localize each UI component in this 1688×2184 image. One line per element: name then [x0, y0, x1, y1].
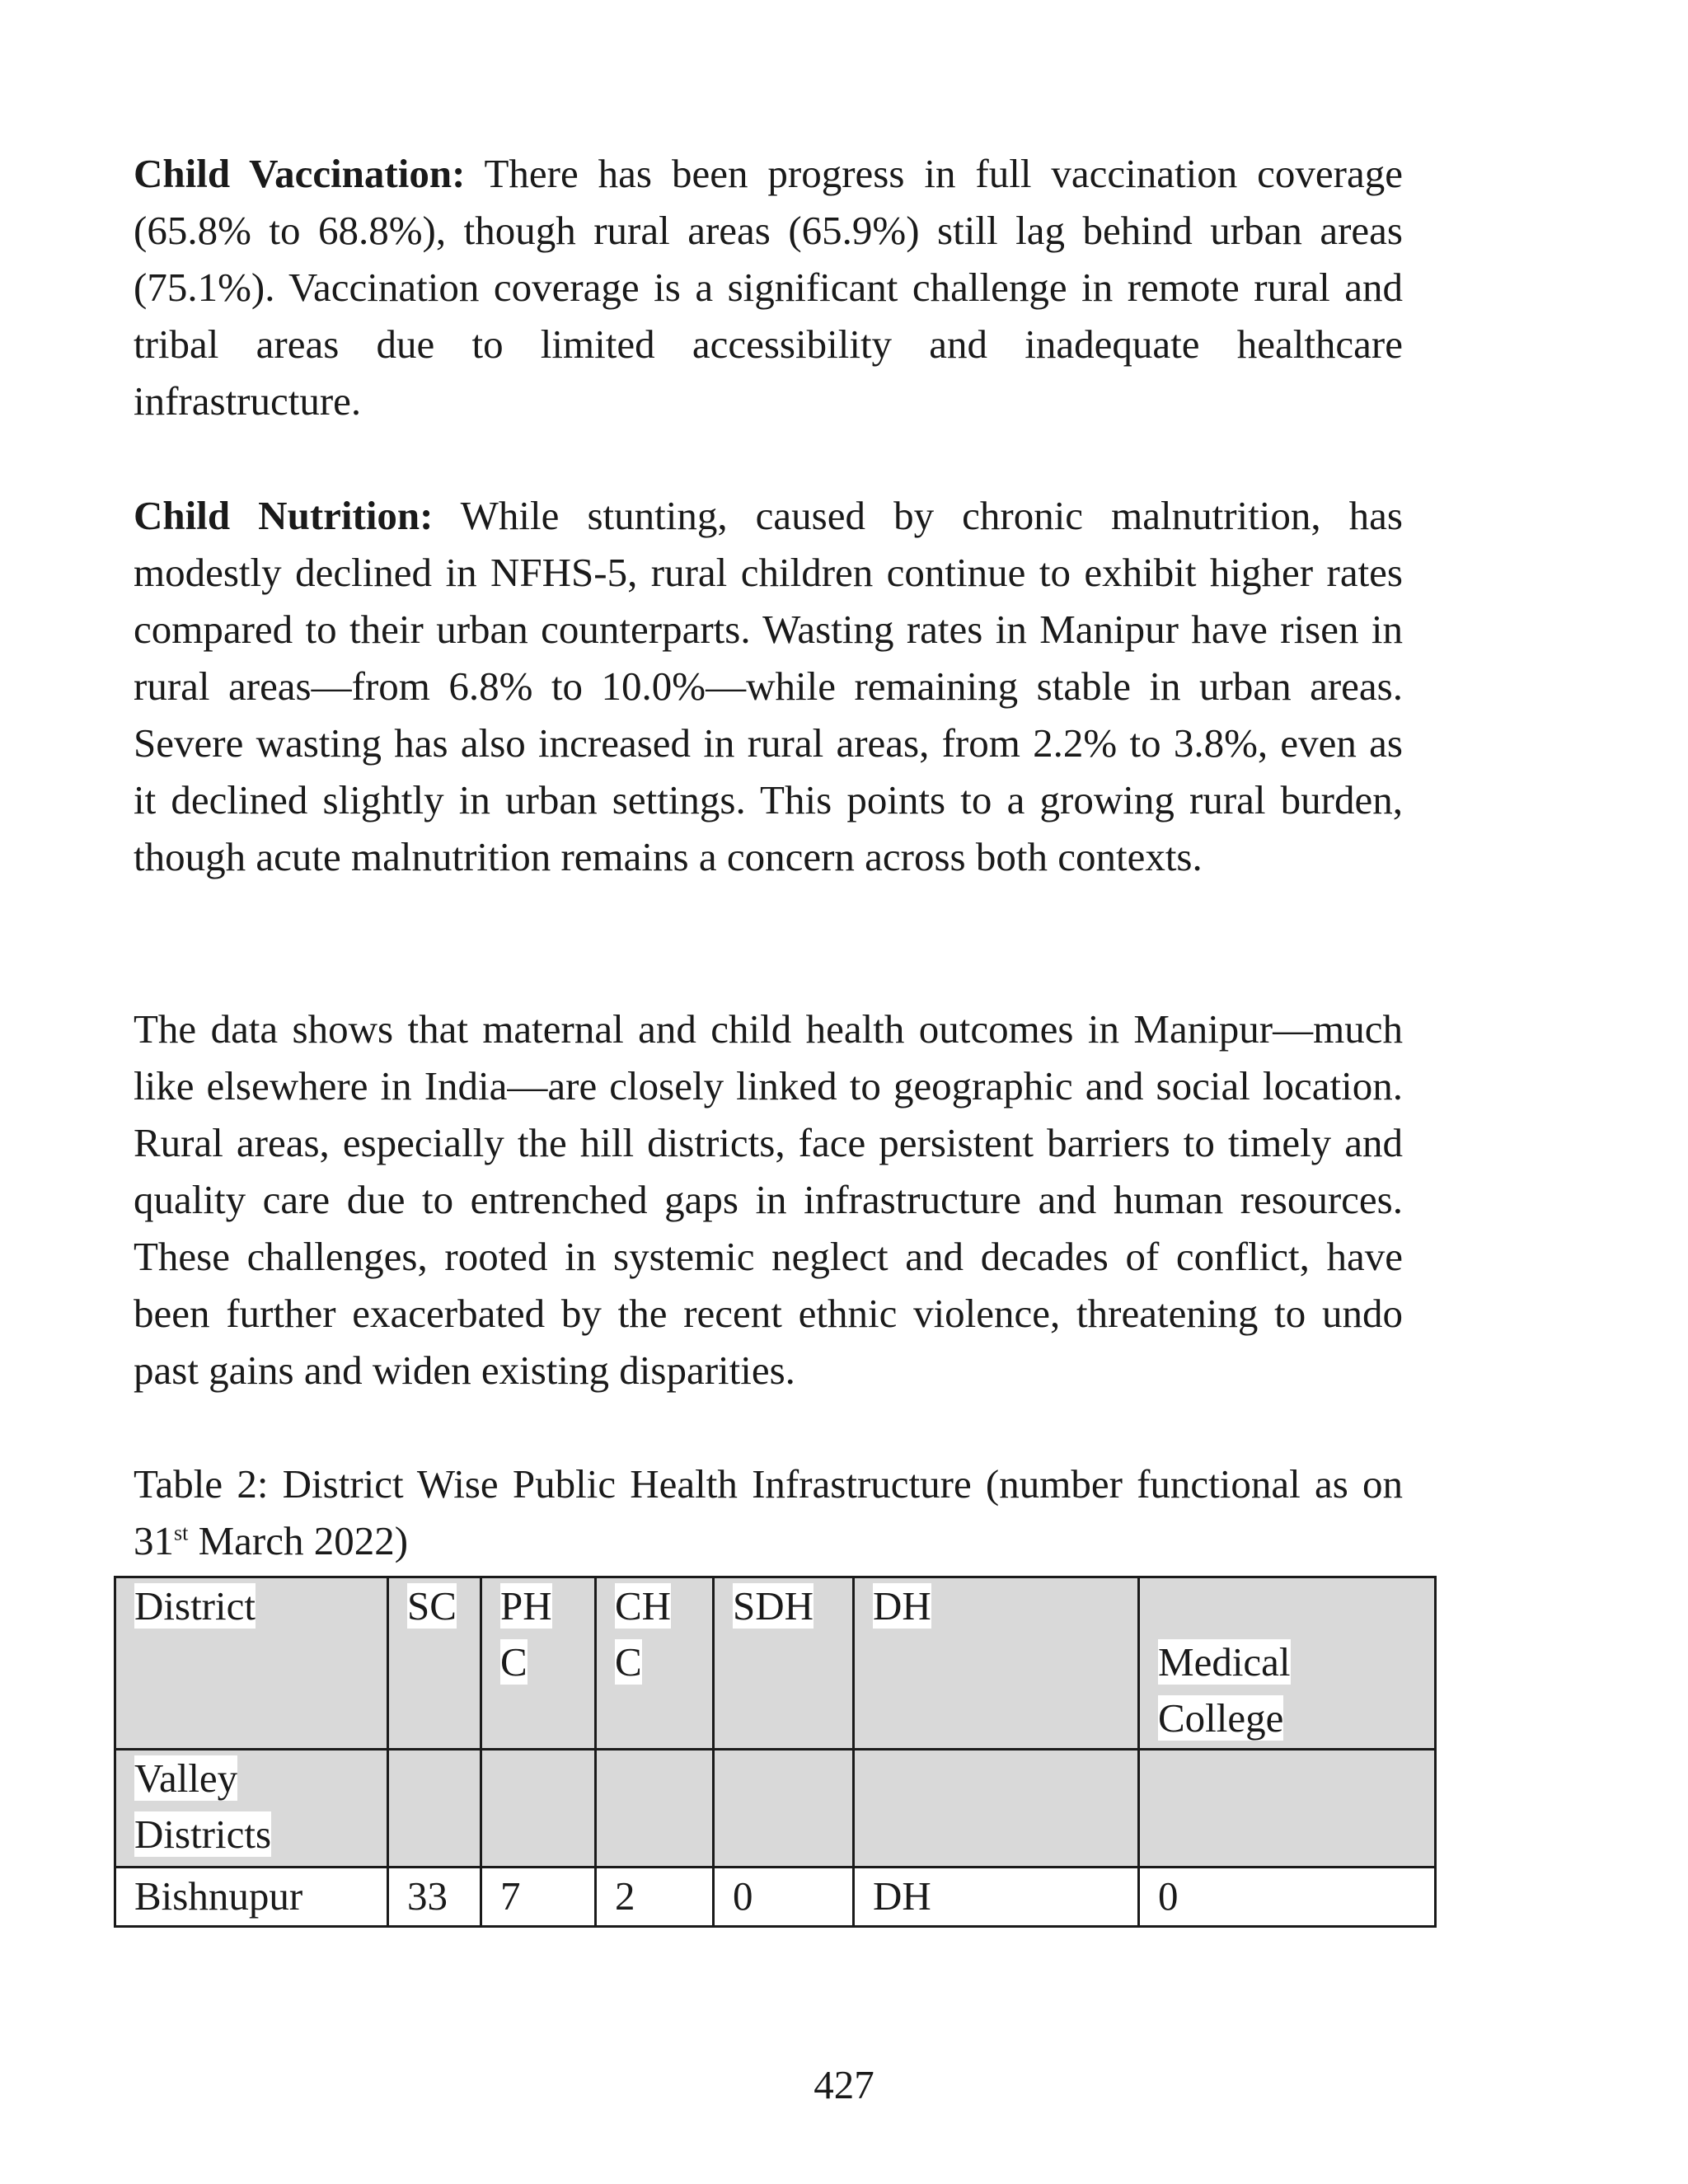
health-infrastructure-table — [114, 1576, 1437, 1928]
cell-sdh: 0 — [714, 1868, 854, 1927]
child-nutrition-text: While stunting, caused by chronic malnutrition, has modestly declined in NFHS-5, rural children continue to exhibit higher rates compared to their urban counterparts. Wasting rates in Manipur have risen in rural areas—from 6.8% to 10.0%—while remaining stable in urban areas. Severe wasting has also increased in rural areas, from 2.2% to 3.8%, even as it declined slightly in urban settings. This points to a growing rural burden, though acute malnutrition remains a concern across both contexts. — [134, 493, 1403, 879]
header-sc: SC — [388, 1577, 481, 1750]
header-chc: CH C — [596, 1577, 714, 1750]
summary-paragraph: The data shows that maternal and child health outcomes in Manipur—much like elsewhere in India—are closely linked to geographic and social location. Rural areas, especially the hill districts, face persistent barriers to timely and quality care due to entrenched gaps in infrastructure and human resources. These challenges, rooted in systemic neglect and decades of conflict, have been further exacerbated by the recent ethnic violence, threatening to undo past gains and widen existing disparities. — [134, 1006, 1403, 1393]
page-number: 427 — [814, 2062, 874, 2107]
header-district: District — [115, 1577, 388, 1750]
cell-chc: 2 — [596, 1868, 714, 1927]
child-nutrition-heading: Child Nutrition: — [134, 493, 434, 538]
table-caption: Table 2: District Wise Public Health Infrastructure (number functional as on 31st March 2022) — [134, 1461, 1403, 1563]
header-medical-college: Medical College — [1139, 1577, 1436, 1750]
cell-sc: 33 — [388, 1868, 481, 1927]
header-dh: DH — [854, 1577, 1139, 1750]
child-vaccination-paragraph — [134, 145, 1403, 429]
child-nutrition-paragraph — [134, 487, 1403, 885]
cell-medical-college: 0 — [1139, 1868, 1436, 1927]
header-sdh: SDH — [714, 1577, 854, 1750]
child-vaccination-text: There has been progress in full vaccination coverage (65.8% to 68.8%), though rural areas (65.9%) still lag behind urban areas (75.1%). Vaccination coverage is a significant challenge in remote rural and tribal areas due to limited accessibility and inadequate healthcare infrastructure. — [134, 151, 1403, 424]
child-vaccination-heading: Child Vaccination: — [134, 151, 466, 196]
group-label: Valley Districts — [115, 1750, 388, 1868]
cell-dh: DH — [854, 1868, 1139, 1927]
valley-districts-group-row — [115, 1750, 1436, 1868]
cell-phc: 7 — [481, 1868, 596, 1927]
header-phc: PH C — [481, 1577, 596, 1750]
cell-district: Bishnupur — [115, 1868, 388, 1927]
table-row — [115, 1868, 1436, 1927]
table-header-row — [115, 1577, 1436, 1750]
